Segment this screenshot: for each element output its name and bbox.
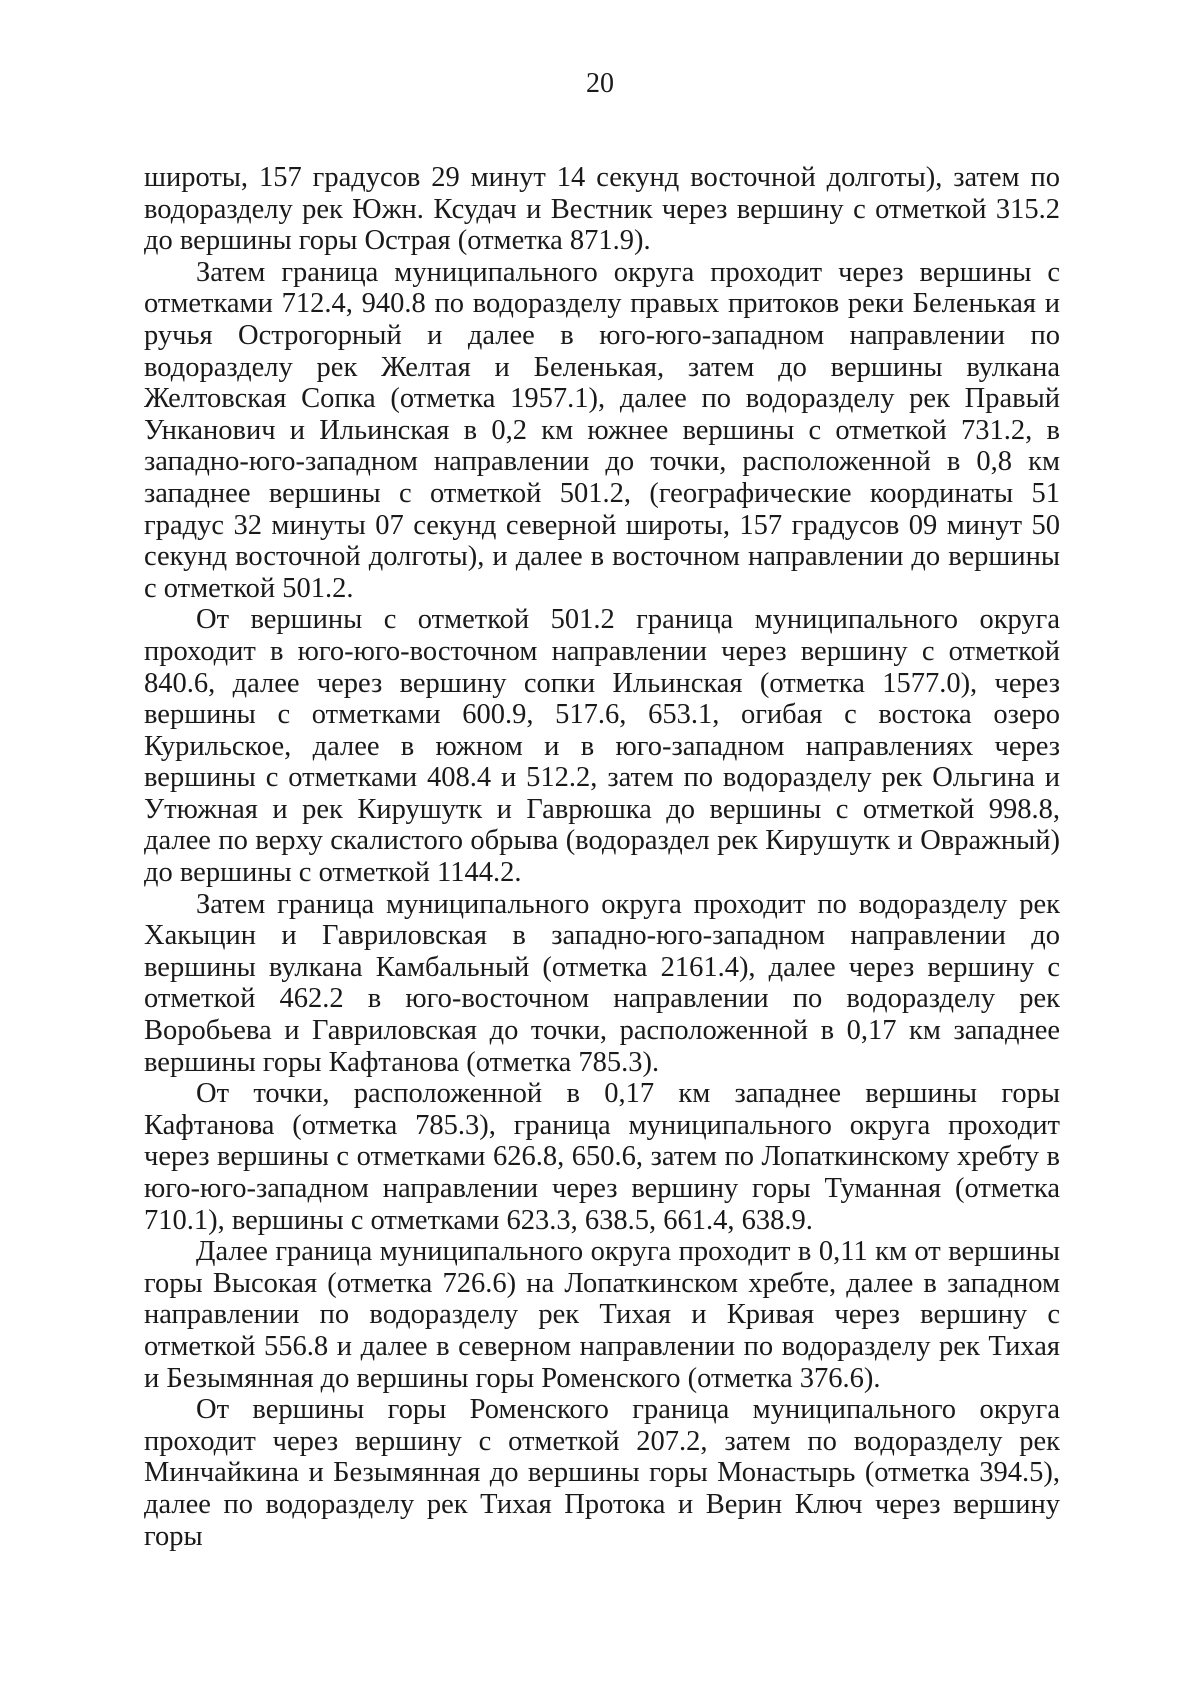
page-number: 20 [586, 68, 614, 99]
paragraph-5: От точки, расположенной в 0,17 км западнее вершины горы Кафтанова (отметка 785.3), граница муниципального округа проходит через вершины с отметками 626.8, 650.6, затем по Лопаткинскому хребту в юго-юго-западном направлении через вершину горы Туманная (отметка 710.1), вершины с отметками 623.3, 638.5, 661.4, 638.9. [144, 1078, 1060, 1236]
paragraph-2: Затем граница муниципального округа проходит через вершины с отметками 712.4, 940.8 по водоразделу правых притоков реки Беленькая и ручья Острогорный и далее в юго-юго-западном направлении по водоразделу рек Желтая и Беленькая, затем до вершины вулкана Желтовская Сопка (отметка 1957.1), далее по водоразделу рек Правый Унканович и Ильинская в 0,2 км южнее вершины с отметкой 731.2, в западно-юго-западном направлении до точки, расположенной в 0,8 км западнее вершины с отметкой 501.2, (географические координаты 51 градус 32 минуты 07 секунд северной широты, 157 градусов 09 минут 50 секунд восточной долготы), и далее в восточном направлении до вершины с отметкой 501.2. [144, 256, 1060, 604]
paragraph-3: От вершины с отметкой 501.2 граница муниципального округа проходит в юго-юго-восточном направлении через вершину с отметкой 840.6, далее через вершину сопки Ильинская (отметка 1577.0), через вершины с отметками 600.9, 517.6, 653.1, огибая с востока озеро Курильское, далее в южном и в юго-западном направлениях через вершины с отметками 408.4 и 512.2, затем по водоразделу рек Ольгина и Утюжная и рек Кирушутк и Гаврюшка до вершины с отметкой 998.8, далее по верху скалистого обрыва (водораздел рек Кирушутк и Овражный) до вершины с отметкой 1144.2. [144, 604, 1060, 889]
document-body [144, 162, 1060, 1552]
paragraph-6: Далее граница муниципального округа проходит в 0,11 км от вершины горы Высокая (отметка 726.6) на Лопаткинском хребте, далее в западном направлении по водоразделу рек Тихая и Кривая через вершину с отметкой 556.8 и далее в северном направлении по водоразделу рек Тихая и Безымянная до вершины горы Роменского (отметка 376.6). [144, 1236, 1060, 1394]
paragraph-1: широты, 157 градусов 29 минут 14 секунд восточной долготы), затем по водоразделу рек Южн. Ксудач и Вестник через вершину с отметкой 315.2 до вершины горы Острая (отметка 871.9). [144, 162, 1060, 257]
paragraph-7: От вершины горы Роменского граница муниципального округа проходит через вершину с отметкой 207.2, затем по водоразделу рек Минчайкина и Безымянная до вершины горы Монастырь (отметка 394.5), далее по водоразделу рек Тихая Протока и Верин Ключ через вершину горы [144, 1394, 1060, 1552]
paragraph-4: Затем граница муниципального округа проходит по водоразделу рек Хакыцин и Гавриловская в западно-юго-западном направлении до вершины вулкана Камбальный (отметка 2161.4), далее через вершину с отметкой 462.2 в юго-восточном направлении по водоразделу рек Воробьева и Гавриловская до точки, расположенной в 0,17 км западнее вершины горы Кафтанова (отметка 785.3). [144, 888, 1060, 1078]
